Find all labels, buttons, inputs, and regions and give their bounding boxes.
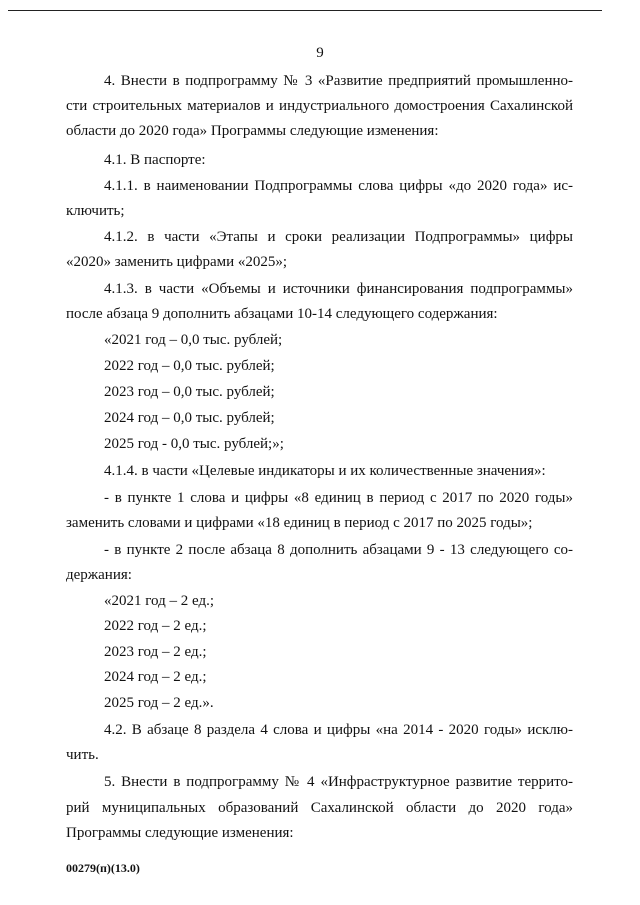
text-line: заменить словами и цифрами «18 единиц в период с 2017 по 2025 годы»; — [66, 515, 533, 531]
text-line: 2024 год – 2 ед.; — [104, 669, 207, 685]
top-border-line — [8, 10, 602, 11]
text-line: - в пункте 2 после абзаца 8 дополнить абзацами 9 - 13 следующего со- — [104, 542, 573, 558]
text-line: «2021 год – 2 ед.; — [104, 593, 214, 609]
text-line: 2023 год – 0,0 тыс. рублей; — [104, 384, 275, 400]
text-line: 4.1. В паспорте: — [104, 152, 206, 168]
text-line: сти строительных материалов и индустриального домостроения Сахалинской — [66, 98, 573, 114]
text-line: Программы следующие изменения: — [66, 825, 294, 841]
text-line: 2025 год - 0,0 тыс. рублей;»; — [104, 436, 284, 452]
text-line: 4.2. В абзаце 8 раздела 4 слова и цифры «на 2014 - 2020 годы» исклю- — [104, 722, 573, 738]
text-line: 4.1.3. в части «Объемы и источники финансирования подпрограммы» — [104, 281, 573, 297]
text-line: 4.1.4. в части «Целевые индикаторы и их количественные значения»: — [104, 463, 546, 479]
text-line: держания: — [66, 567, 132, 583]
text-line: области до 2020 года» Программы следующие изменения: — [66, 123, 439, 139]
text-line: 4.1.2. в части «Этапы и сроки реализации Подпрограммы» цифры — [104, 229, 573, 245]
text-line: «2020» заменить цифрами «2025»; — [66, 254, 288, 270]
document-code: 00279(п)(13.0) — [66, 861, 140, 875]
text-line: рий муниципальных образований Сахалинской области до 2020 года» — [66, 800, 573, 816]
text-line: 2023 год – 2 ед.; — [104, 644, 207, 660]
page-number: 9 — [316, 45, 324, 61]
text-line: «2021 год – 0,0 тыс. рублей; — [104, 332, 283, 348]
text-line: чить. — [66, 747, 99, 763]
text-line: 2025 год – 2 ед.». — [104, 695, 214, 711]
text-line: 5. Внести в подпрограмму № 4 «Инфраструктурное развитие террито- — [104, 774, 573, 790]
text-line: после абзаца 9 дополнить абзацами 10-14 следующего содержания: — [66, 306, 498, 322]
text-line: 4. Внести в подпрограмму № 3 «Развитие предприятий промышленно- — [104, 73, 573, 89]
text-line: 2024 год – 0,0 тыс. рублей; — [104, 410, 275, 426]
text-line: ключить; — [66, 203, 125, 219]
text-line: - в пункте 1 слова и цифры «8 единиц в период с 2017 по 2020 годы» — [104, 490, 573, 506]
text-line: 2022 год – 0,0 тыс. рублей; — [104, 358, 275, 374]
text-line: 4.1.1. в наименовании Подпрограммы слова цифры «до 2020 года» ис- — [104, 178, 573, 194]
text-line: 2022 год – 2 ед.; — [104, 618, 207, 634]
